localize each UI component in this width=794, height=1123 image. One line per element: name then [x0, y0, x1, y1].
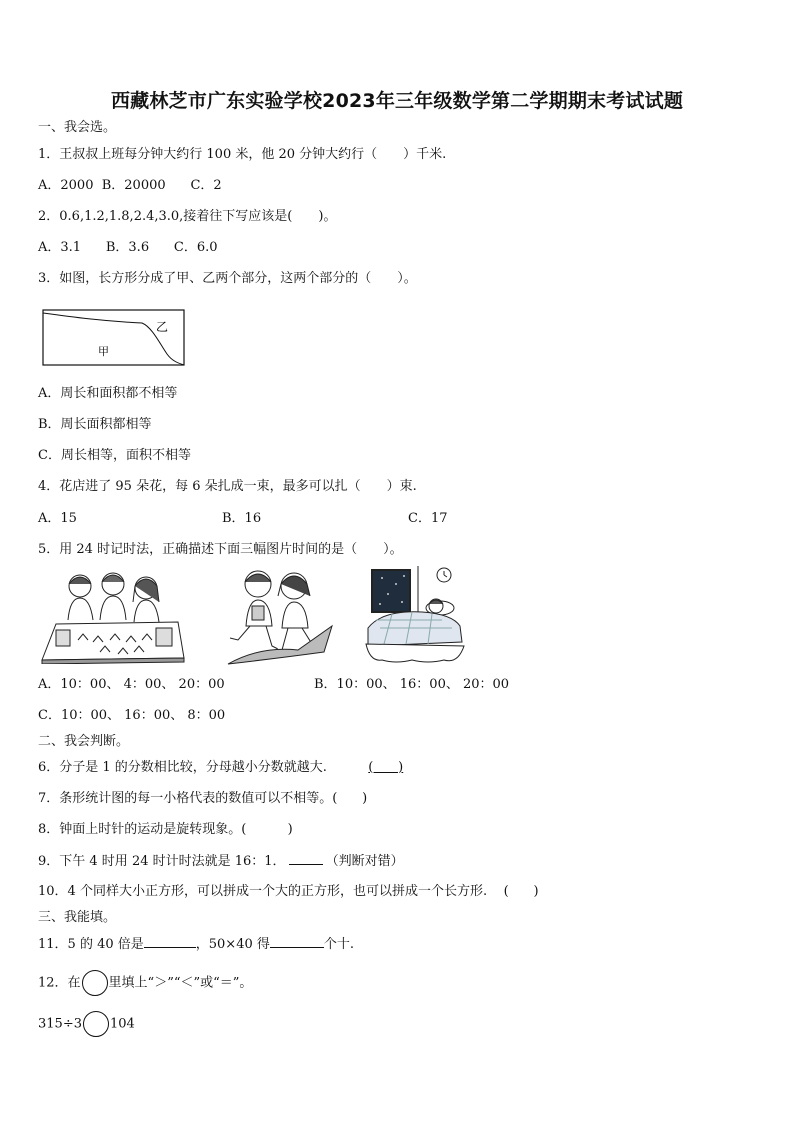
- question-3-option-a: A．周长和面积都不相等: [38, 386, 178, 401]
- question-11-blank-1[interactable]: [144, 935, 196, 948]
- comparison-circle-input[interactable]: [83, 1011, 109, 1037]
- question-4-option-c: C．17: [408, 511, 448, 526]
- question-1-options: A．2000 B．20000 C．2: [38, 178, 222, 193]
- figure-label-yi: 乙: [156, 320, 169, 334]
- sleeping-night-picture: [362, 566, 472, 666]
- question-6-answer-blank[interactable]: ( ): [368, 760, 404, 775]
- question-3-option-b: B．周长面积都相等: [38, 417, 152, 432]
- question-11-part1: 11．5 的 40 倍是: [38, 937, 144, 952]
- question-3: 3．如图，长方形分成了甲、乙两个部分，这两个部分的（ ）。: [38, 271, 417, 286]
- question-6: [38, 759, 403, 777]
- question-4: 4．花店进了 95 朵花，每 6 朵扎成一束，最多可以扎（ ）束.: [38, 479, 417, 494]
- question-1: 1．王叔叔上班每分钟大约行 100 米，他 20 分钟大约行（ ）千米.: [38, 147, 447, 162]
- question-12-circle-icon: [82, 970, 108, 996]
- question-10: [38, 883, 539, 901]
- section-heading-fill: 三、我能填。: [38, 910, 117, 925]
- question-3-option-c: C．周长相等，面积不相等: [38, 448, 191, 463]
- question-6-text: 6．分子是 1 的分数相比较，分母越小分数就越大.: [38, 760, 327, 775]
- question-9-answer-blank[interactable]: [289, 852, 323, 865]
- question-4-option-a: A．15: [38, 511, 77, 526]
- expression-right: 104: [109, 1016, 135, 1032]
- children-walking-picture: [220, 566, 345, 666]
- question-12-expression: [38, 1011, 135, 1038]
- question-12: [38, 970, 252, 997]
- question-7: 7．条形统计图的每一小格代表的数值可以不相等。( ): [38, 791, 368, 806]
- question-12-part2: 里填上“＞”“＜”或“＝”。: [108, 975, 253, 991]
- question-2-options: A．3.1 B．3.6 C．6.0: [38, 240, 218, 255]
- question-11: [38, 935, 354, 954]
- question-5: 5．用 24 时记时法，正确描述下面三幅图片时间的是（ ）。: [38, 542, 403, 557]
- question-8: 8．钟面上时针的运动是旋转现象。( ): [38, 822, 293, 837]
- section-heading-judge: 二、我会判断。: [38, 734, 130, 749]
- question-11-blank-2[interactable]: [270, 935, 324, 948]
- section-heading-choose: 一、我会选。: [38, 120, 117, 135]
- question-9-tail: （判断对错）: [325, 854, 404, 869]
- page-title: 西藏林芝市广东实验学校2023年三年级数学第二学期期末考试试题: [110, 90, 684, 112]
- question-4-option-b: B．16: [222, 511, 262, 526]
- question-9: [38, 852, 404, 871]
- question-10-text: 10．4 个同样大小正方形，可以拼成一个大的正方形，也可以拼成一个长方形.: [38, 884, 488, 899]
- question-2: 2．0.6,1.2,1.8,2.4,3.0,接着往下写应该是( )。: [38, 209, 337, 224]
- figure-label-jia: 甲: [98, 345, 109, 358]
- question-5-option-c: C．10：00、 16：00、 8：00: [38, 708, 226, 723]
- expression-left: 315÷3: [38, 1016, 82, 1032]
- question-11-part3: 个十.: [323, 937, 355, 952]
- question-10-answer-blank[interactable]: ( ): [503, 884, 539, 899]
- question-5-option-a: A．10：00、 4：00、 20：00: [38, 677, 225, 692]
- children-crafting-picture: [38, 568, 188, 664]
- question-12-part1: 12．在: [38, 975, 81, 991]
- rectangle-division-figure: [42, 309, 187, 369]
- question-9-text: 9．下午 4 时用 24 时计时法就是 16：1．: [38, 854, 286, 869]
- question-5-option-b: B．10：00、 16：00、 20：00: [314, 677, 510, 692]
- question-11-part2: ，50×40 得: [195, 937, 270, 952]
